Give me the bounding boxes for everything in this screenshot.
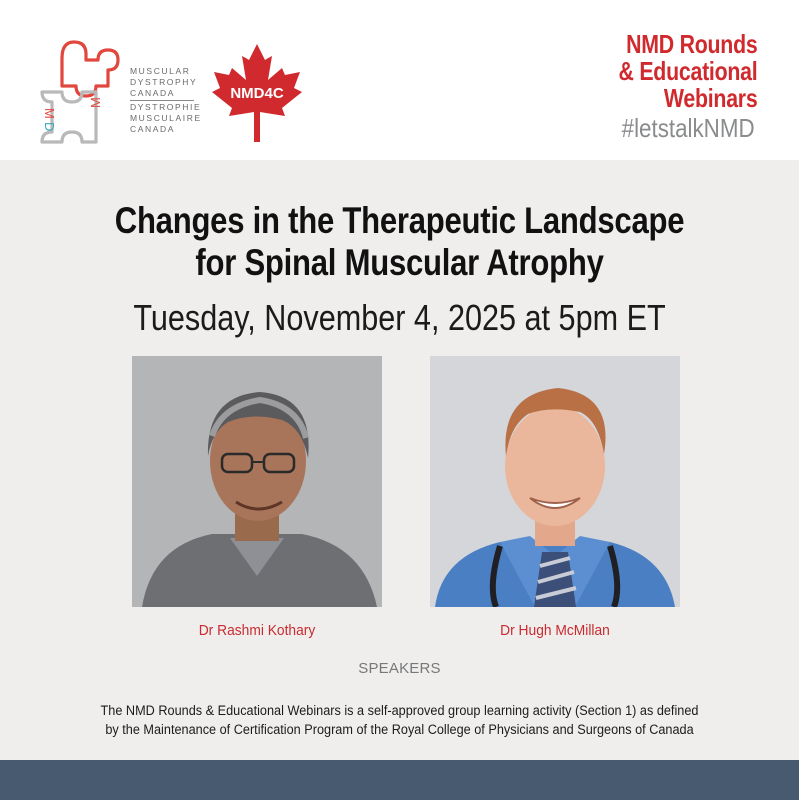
speaker-portrait-2: [430, 356, 680, 607]
mdc-org-name: [130, 66, 202, 135]
event-date: Tuesday, November 4, 2025 at 5pm ET: [133, 297, 666, 338]
mdc-puzzle-logo: [38, 38, 124, 146]
series-line: Webinars: [663, 83, 757, 113]
svg-text:D: D: [42, 122, 57, 132]
org-en-line: CANADA: [130, 88, 176, 98]
hashtag: #letstalkNMD: [622, 113, 755, 143]
event-title: [64, 200, 735, 284]
accreditation-disclaimer: [62, 701, 738, 739]
svg-text:M: M: [42, 108, 57, 119]
series-line: NMD Rounds: [625, 29, 757, 59]
speakers-label: SPEAKERS: [358, 660, 441, 677]
disclaimer-line: The NMD Rounds & Educational Webinars is a self-approved group learning activity (Section 1) as defined: [100, 703, 699, 718]
series-line: & Educational: [618, 56, 757, 86]
org-fr-line: MUSCULAIRE: [130, 113, 202, 123]
event-title-line: for Spinal Muscular Atrophy: [195, 242, 604, 283]
org-fr-line: CANADA: [130, 124, 176, 134]
nmd4c-label: NMD4C: [230, 85, 284, 102]
disclaimer-line: by the Maintenance of Certification Program of the Royal College of Physicians and Surgeons of Canada: [105, 722, 694, 737]
event-title-line: Changes in the Therapeutic Landscape: [114, 200, 685, 241]
org-en-line: MUSCULAR: [130, 66, 191, 76]
speaker-name-1: Dr Rashmi Kothary: [198, 622, 316, 639]
footer-band: [0, 760, 799, 800]
speaker-photo-1: [132, 356, 382, 607]
nmd4c-maple-leaf-logo: [210, 42, 304, 144]
org-divider: [130, 100, 194, 101]
speaker-name-2: Dr Hugh McMillan: [500, 622, 610, 639]
series-title: [618, 31, 757, 112]
header: [0, 0, 799, 160]
org-fr-line: DYSTROPHIE: [130, 102, 202, 112]
speaker-photo-2: [430, 356, 680, 607]
org-en-line: DYSTROPHY: [130, 77, 198, 87]
speaker-portrait-1: [132, 356, 382, 607]
svg-text:M: M: [88, 97, 103, 108]
